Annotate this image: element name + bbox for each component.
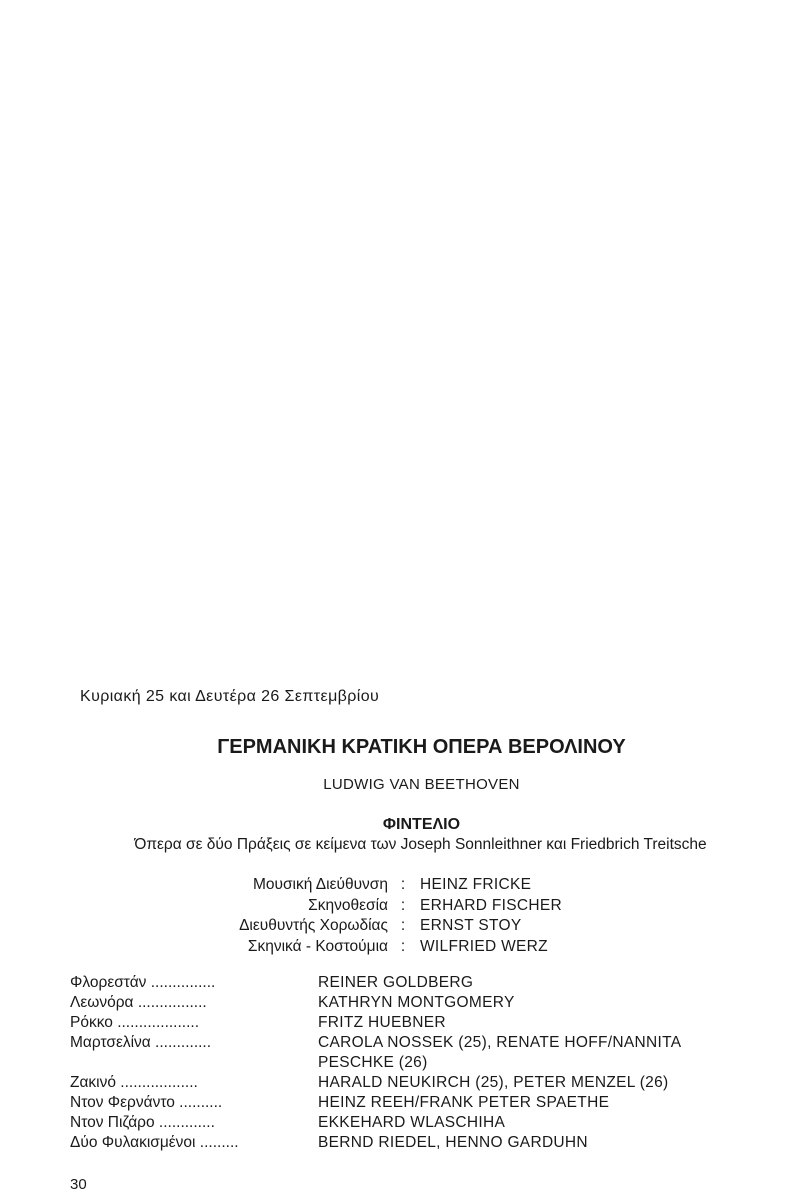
credit-role: Σκηνικά - Κοστούμια: [247, 937, 388, 955]
cast-role: Δύο Φυλακισμένοι .........: [70, 1134, 239, 1151]
work-title: ΦΙΝΤΕΛΙΟ: [382, 816, 461, 833]
credit-separator: :: [400, 896, 406, 914]
cast-row: [70, 1073, 775, 1093]
credit-name: ERNST STOY: [420, 917, 522, 934]
performance-dates: Κυριακή 25 και Δευτέρα 26 Σεπτεμβρίου: [80, 688, 380, 705]
cast-role: Ζακινό ..................: [70, 1074, 198, 1091]
credit-separator: :: [400, 937, 406, 955]
credit-row: [150, 937, 650, 958]
cast-singer: REINER GOLDBERG: [318, 974, 474, 991]
credit-role: Σκηνοθεσία: [308, 896, 388, 914]
credit-name: WILFRIED WERZ: [420, 937, 548, 955]
cast-row: [70, 993, 775, 1013]
credit-row: [150, 875, 650, 896]
credit-separator: :: [400, 917, 406, 934]
cast-role: Μαρτσελίνα .............: [70, 1034, 212, 1051]
cast-role: Λεωνόρα ................: [70, 994, 207, 1011]
cast-list: [70, 973, 775, 1153]
cast-role: Ντον Πιζάρο .............: [70, 1114, 215, 1131]
credit-role: Μουσική Διεύθυνση: [252, 876, 388, 893]
cast-singer: FRITZ HUEBNER: [318, 1014, 446, 1031]
cast-row: [70, 1013, 775, 1033]
cast-singer: BERND RIEDEL, HENNO GARDUHN: [318, 1134, 588, 1151]
cast-row: [70, 1133, 775, 1153]
production-credits: [150, 875, 650, 957]
cast-row: [70, 973, 775, 993]
credit-name: ERHARD FISCHER: [420, 896, 562, 914]
company-heading: ΓΕΡΜΑΝΙΚΗ ΚΡΑΤΙΚΗ ΟΠΕΡΑ ΒΕΡΟΛΙΝΟΥ: [217, 736, 626, 758]
cast-singer: HEINZ REEH/FRANK PETER SPAETHE: [318, 1094, 610, 1111]
cast-role: Ντον Φερνάντο ..........: [70, 1094, 223, 1111]
cast-role: Φλορεστάν ...............: [70, 974, 216, 991]
credit-row: [150, 916, 650, 937]
cast-singer: CAROLA NOSSEK (25), RENATE HOFF/NANNITA PESCHKE (26): [318, 1034, 681, 1071]
cast-singer: HARALD NEUKIRCH (25), PETER MENZEL (26): [318, 1074, 669, 1091]
cast-row: [70, 1113, 775, 1133]
cast-row: [70, 1033, 775, 1073]
cast-role: Ρόκκο ...................: [70, 1014, 200, 1031]
cast-row: [70, 1093, 775, 1113]
work-subtitle: Όπερα σε δύο Πράξεις σε κείμενα των Joseph Sonnleithner και Friedbrich Treitsche: [134, 836, 707, 853]
credit-separator: :: [400, 876, 406, 893]
page-number: 30: [70, 1176, 87, 1193]
cast-singer: EKKEHARD WLASCHIHA: [318, 1114, 506, 1131]
credit-role: Διευθυντής Χορωδίας: [239, 917, 388, 934]
cast-singer: KATHRYN MONTGOMERY: [318, 994, 515, 1011]
composer-name: LUDWIG VAN BEETHOVEN: [323, 776, 520, 793]
credit-row: [150, 896, 650, 917]
credit-name: HEINZ FRICKE: [420, 876, 532, 893]
